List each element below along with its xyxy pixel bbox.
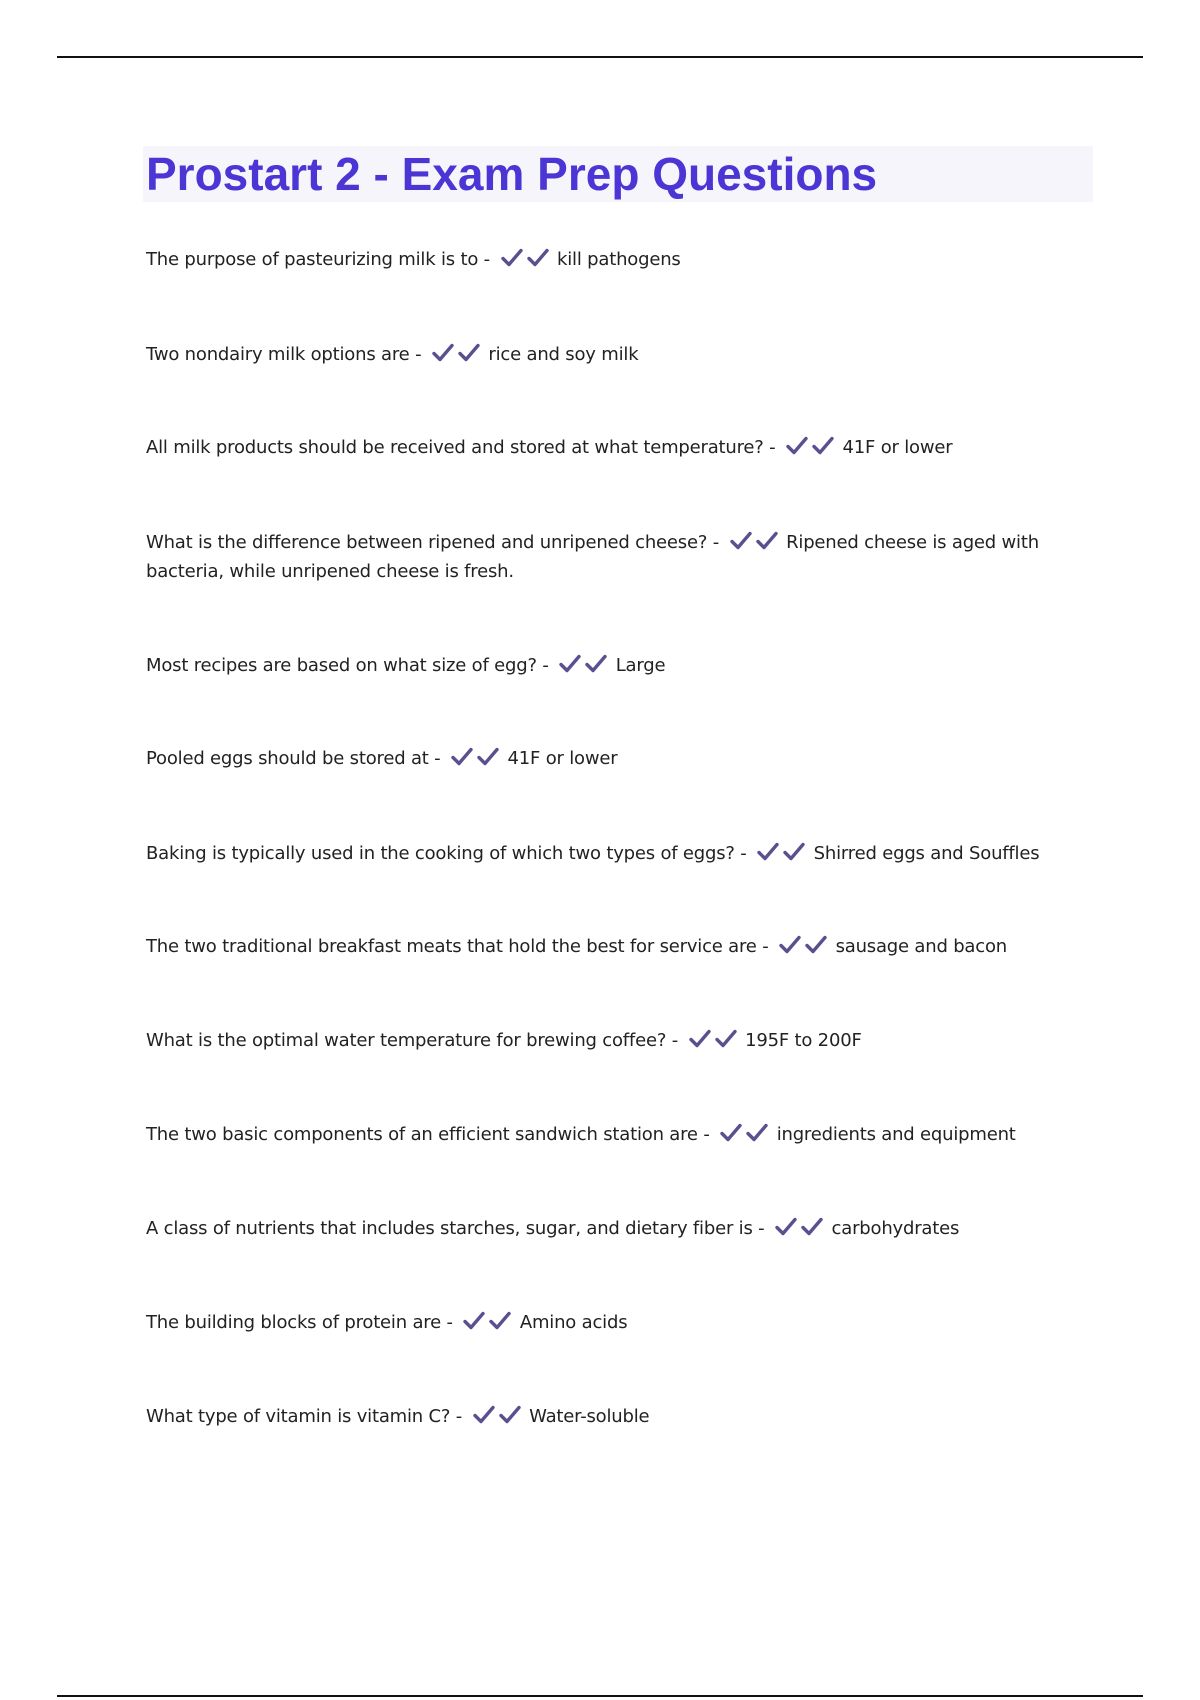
qa-item-10 (146, 1120, 1086, 1149)
qa-item-12 (146, 1308, 1086, 1337)
check-icon (714, 1029, 738, 1049)
qa-item-7 (146, 839, 1086, 868)
page-title: Prostart 2 - Exam Prep Questions (146, 148, 878, 200)
question-text: The purpose of pasteurizing milk is to - (146, 249, 490, 270)
check-icon (476, 747, 500, 767)
bottom-rule (57, 1695, 1143, 1697)
check-icon (462, 1311, 486, 1331)
check-icon (558, 654, 582, 674)
check-icon (719, 1123, 743, 1143)
question-text: Pooled eggs should be stored at - (146, 748, 441, 769)
check-icon (778, 935, 802, 955)
answer-text: Water-soluble (529, 1406, 650, 1427)
question-text: The two traditional breakfast meats that hold the best for service are - (146, 936, 769, 957)
check-icon (756, 842, 780, 862)
check-icon (472, 1405, 496, 1425)
answer-text: carbohydrates (831, 1218, 960, 1239)
answer-text: sausage and bacon (835, 936, 1007, 957)
check-icon (745, 1123, 769, 1143)
answer-text: 41F or lower (507, 748, 618, 769)
qa-item-5 (146, 651, 1086, 680)
check-icon (755, 531, 779, 551)
question-text: What is the optimal water temperature for brewing coffee? - (146, 1030, 678, 1051)
answer-text: Large (615, 655, 666, 676)
qa-item-3 (146, 433, 1086, 462)
question-text: All milk products should be received and stored at what temperature? - (146, 437, 776, 458)
top-rule (57, 56, 1143, 58)
check-icon (774, 1217, 798, 1237)
check-icon (498, 1405, 522, 1425)
check-icon (785, 436, 809, 456)
qa-item-4 (146, 528, 1086, 586)
question-text: Two nondairy milk options are - (146, 344, 422, 365)
question-text: The building blocks of protein are - (146, 1312, 453, 1333)
check-icon (526, 248, 550, 268)
qa-item-8 (146, 932, 1086, 961)
question-text: Baking is typically used in the cooking of which two types of eggs? - (146, 843, 747, 864)
check-icon (584, 654, 608, 674)
check-icon (729, 531, 753, 551)
qa-item-2 (146, 340, 1086, 369)
check-icon (688, 1029, 712, 1049)
answer-text: Ripened cheese is aged with bacteria, while unripened cheese is fresh. (146, 532, 1039, 582)
check-icon (431, 343, 455, 363)
answer-text: rice and soy milk (488, 344, 639, 365)
answer-text: 41F or lower (842, 437, 953, 458)
answer-text: Shirred eggs and Souffles (813, 843, 1040, 864)
qa-item-11 (146, 1214, 1086, 1243)
question-text: A class of nutrients that includes starches, sugar, and dietary fiber is - (146, 1218, 765, 1239)
check-icon (800, 1217, 824, 1237)
check-icon (488, 1311, 512, 1331)
check-icon (450, 747, 474, 767)
qa-item-1 (146, 245, 1086, 274)
qa-item-6 (146, 744, 1086, 773)
answer-text: Amino acids (519, 1312, 628, 1333)
qa-item-9 (146, 1026, 1086, 1055)
answer-text: 195F to 200F (745, 1030, 862, 1051)
question-text: The two basic components of an efficient sandwich station are - (146, 1124, 710, 1145)
check-icon (500, 248, 524, 268)
check-icon (811, 436, 835, 456)
question-text: What type of vitamin is vitamin C? - (146, 1406, 463, 1427)
check-icon (804, 935, 828, 955)
answer-text: ingredients and equipment (776, 1124, 1016, 1145)
question-text: Most recipes are based on what size of egg? - (146, 655, 549, 676)
answer-text: kill pathogens (557, 249, 681, 270)
qa-item-13 (146, 1402, 1086, 1431)
check-icon (782, 842, 806, 862)
check-icon (457, 343, 481, 363)
question-text: What is the difference between ripened and unripened cheese? - (146, 532, 720, 553)
